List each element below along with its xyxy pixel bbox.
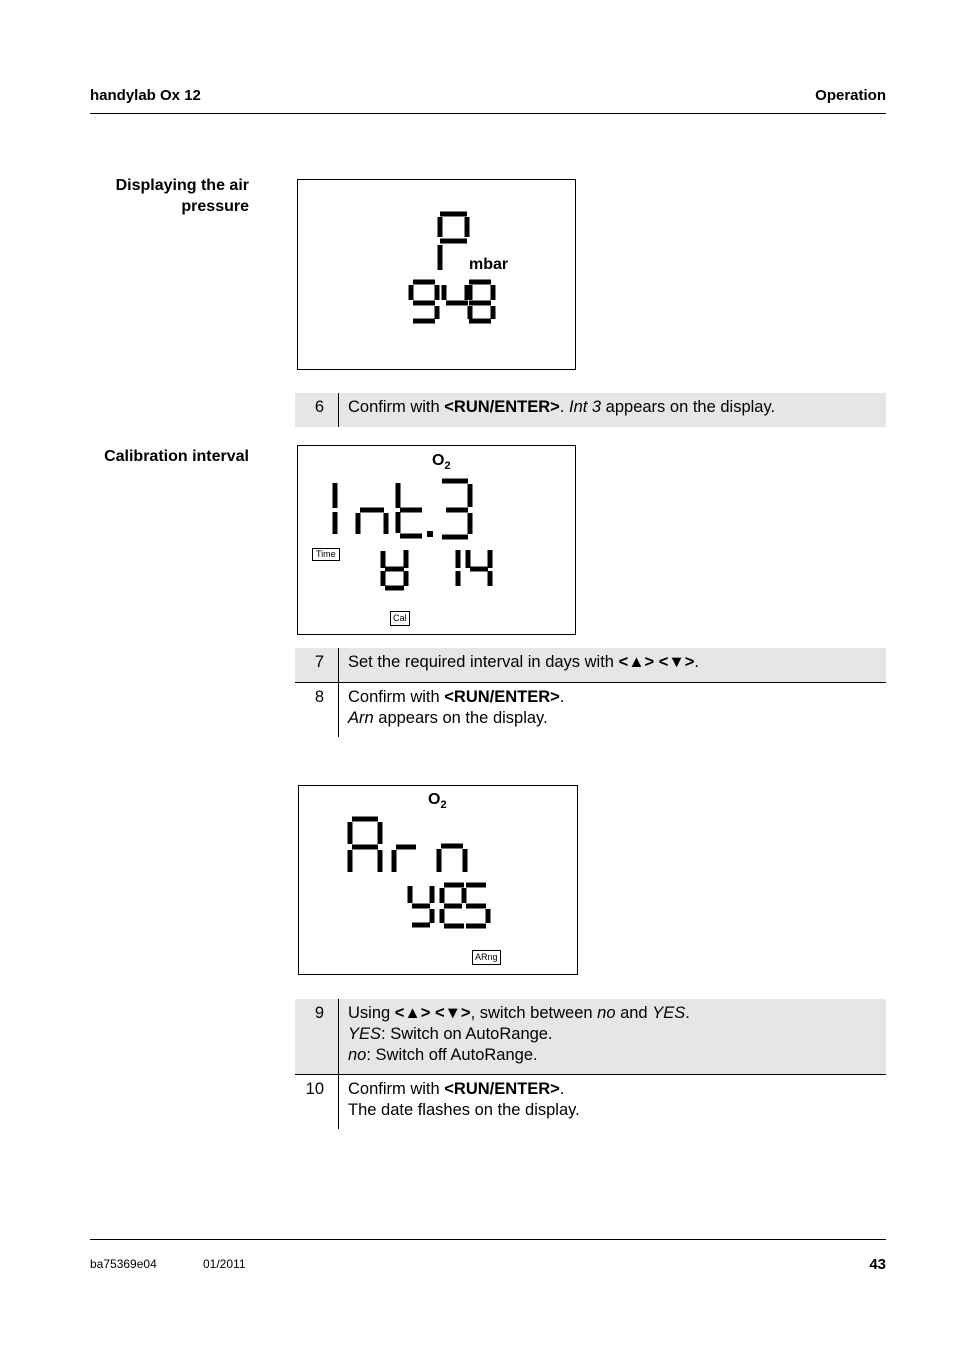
text-pre: Confirm with <box>348 688 445 706</box>
text-italic: YES <box>348 1025 382 1043</box>
step-text <box>339 999 690 1074</box>
step-6 <box>295 393 886 427</box>
step-9 <box>295 999 886 1074</box>
step-text <box>339 648 699 682</box>
segment-glyph-s <box>464 885 488 926</box>
header-product: handylab Ox 12 <box>90 87 201 104</box>
step-number: 8 <box>295 683 339 737</box>
lcd-cal-indicator: Cal <box>390 611 410 626</box>
step-number: 7 <box>295 648 339 682</box>
text-post: : Switch off AutoRange. <box>366 1046 538 1064</box>
lcd-arng-indicator: ARng <box>472 950 501 965</box>
step-10 <box>295 1075 886 1129</box>
step-line-1 <box>348 1079 580 1100</box>
key-arrows: <▲> <▼> <box>618 653 695 671</box>
section-heading-calibration: Calibration interval <box>104 448 249 465</box>
lcd-unit-mbar: mbar <box>469 256 509 273</box>
text-italic: no <box>348 1046 367 1064</box>
key-arrows: <▲> <▼> <box>394 1004 471 1022</box>
species-symbol: O <box>432 452 445 469</box>
step-line-1 <box>348 1003 690 1024</box>
text-pre: Confirm with <box>348 1080 445 1098</box>
step-text <box>339 683 564 737</box>
species-subscript: 2 <box>444 460 451 473</box>
step-line-2: The date flashes on the display. <box>348 1101 580 1119</box>
lcd-segments-autorange <box>299 786 577 974</box>
heading-line-2: pressure <box>181 198 249 215</box>
text-pre: Set the required interval in days with <box>348 653 619 671</box>
segment-decimal-point <box>427 531 433 537</box>
lcd-segments-interval <box>298 446 575 634</box>
lcd-display-autorange <box>298 785 578 975</box>
text-and: and <box>615 1004 653 1022</box>
text-post: : Switch on AutoRange. <box>381 1025 553 1043</box>
segment-glyph-3 <box>442 481 470 537</box>
segment-glyph-y <box>410 886 432 925</box>
heading-line-1: Displaying the air <box>115 177 249 194</box>
segment-glyph-n2 <box>439 846 465 872</box>
step-number: 9 <box>295 999 339 1074</box>
segment-glyph-a <box>350 819 380 872</box>
lcd-display-interval <box>297 445 576 635</box>
step-number: 6 <box>295 393 339 427</box>
footer-date: 01/2011 <box>203 1257 246 1271</box>
species-subscript: 2 <box>440 799 447 812</box>
step-text <box>339 393 775 427</box>
footer-rule <box>90 1239 886 1240</box>
segment-glyph-p <box>440 214 467 270</box>
step-8 <box>295 683 886 737</box>
text-post: . <box>559 688 565 706</box>
key-run-enter: <RUN/ENTER> <box>444 1080 560 1098</box>
step-line-2 <box>348 1024 690 1045</box>
text-italic: Int 3 <box>568 398 602 416</box>
text-italic-no: no <box>597 1004 616 1022</box>
key-run-enter: <RUN/ENTER> <box>444 398 560 416</box>
segment-glyph-n <box>358 510 386 534</box>
step-text <box>339 1075 580 1129</box>
text-mid: , switch between <box>470 1004 598 1022</box>
segment-glyph-d <box>383 550 406 588</box>
segment-glyph-e <box>442 885 464 926</box>
species-symbol: O <box>428 791 441 808</box>
step-7 <box>295 648 886 682</box>
page-number: 43 <box>869 1256 886 1273</box>
text-post: appears on the display. <box>601 398 776 416</box>
text-post: . <box>685 1004 690 1022</box>
step-number: 10 <box>295 1075 339 1129</box>
section-heading-air-pressure <box>116 175 249 217</box>
lcd-display-pressure <box>297 179 576 370</box>
step-line-2 <box>348 708 564 729</box>
text-italic: Arn <box>348 709 374 727</box>
lcd-time-indicator: Time <box>312 548 340 561</box>
footer-doc-id: ba75369e04 <box>90 1257 157 1271</box>
segment-glyph-9-a <box>411 282 437 321</box>
key-run-enter: <RUN/ENTER> <box>444 688 560 706</box>
text-post: . <box>559 1080 565 1098</box>
text-italic-yes: YES <box>652 1004 686 1022</box>
header-rule <box>90 113 886 114</box>
segment-glyph-r <box>394 847 416 872</box>
step-line-1 <box>348 687 564 708</box>
text-post: appears on the display. <box>373 709 548 727</box>
lcd-segments-pressure <box>298 180 575 369</box>
text-pre: Confirm with <box>348 398 445 416</box>
segment-glyph-t <box>398 483 422 536</box>
step-line-3 <box>348 1045 690 1066</box>
text-mid: . <box>559 398 569 416</box>
text-post: . <box>694 653 699 671</box>
text-pre: Using <box>348 1004 395 1022</box>
header-chapter: Operation <box>815 87 886 104</box>
segment-glyph-4b <box>468 550 490 586</box>
